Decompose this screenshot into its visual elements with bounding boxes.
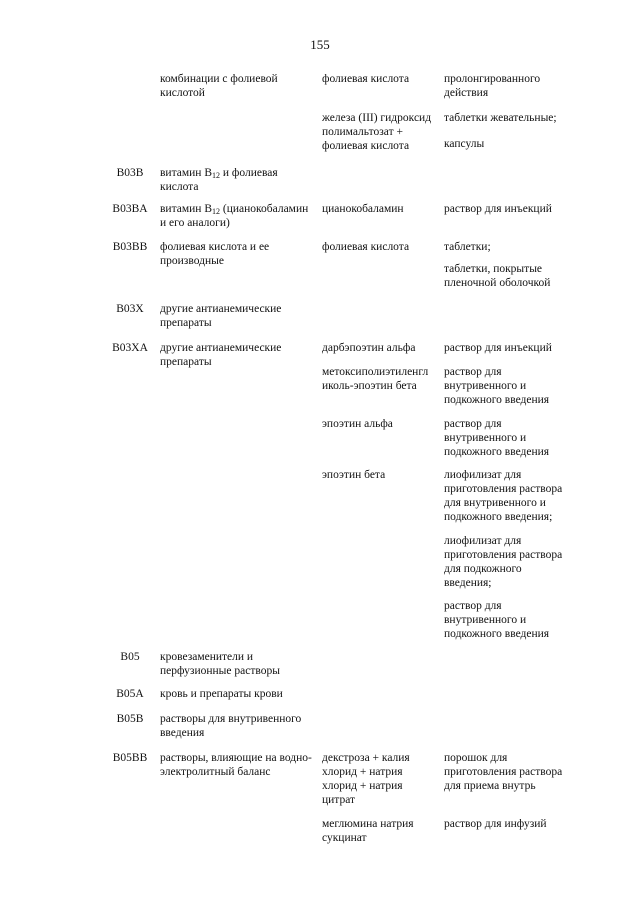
dosage-form-line: раствор для инъекций [444,342,552,354]
dosage-form-line: лиофилизат для [444,469,522,481]
group-name-line: и его аналоги) [160,217,230,229]
substance-name [322,468,385,482]
substance-line: фолиевая кислота [322,241,410,253]
group-name-line: растворы, влияющие на водно- [160,752,312,764]
atc-code: B03BB [112,241,148,253]
atc-code: B03XA [112,342,148,354]
dosage-form-line: внутривенного и [444,380,527,392]
dosage-form-line: таблетки; [444,241,491,253]
substance-line: цитрат [322,794,356,806]
substance-line: эпоэтин бета [322,469,386,481]
substance-name [322,817,414,845]
atc-code: B03B [116,167,144,179]
group-name [160,72,278,100]
dosage-form-line: приготовления раствора [444,766,563,778]
dosage-form-line: подкожного введения [444,628,550,640]
group-name-line: другие антианемические [160,342,282,354]
dosage-form-line: для приема внутрь [444,780,536,792]
dosage-form [444,365,549,407]
dosage-form [444,72,540,100]
atc-code: B05BB [112,752,148,764]
dosage-form-line: раствор для инфузий [444,818,547,830]
group-name-line: другие антианемические [160,303,282,315]
group-name [160,751,312,779]
group-name-line: препараты [160,317,212,329]
substance-line: фолиевая кислота [322,140,410,152]
dosage-form-line: порошок для [444,752,508,764]
substance-line: эпоэтин альфа [322,418,393,430]
group-name-line: кровь и препараты крови [160,688,283,700]
substance-line: сукцинат [322,832,367,844]
dosage-form-line: раствор для инъекций [444,203,552,215]
group-name [160,166,278,194]
dosage-form-line: капсулы [444,138,485,150]
dosage-form [444,599,549,641]
dosage-form [444,111,557,125]
group-name [160,202,308,230]
substance-line: хлорид + натрия [322,766,403,778]
dosage-form-line: лиофилизат для [444,535,522,547]
group-name-line: витамин $B_{12}$ и фолиевая [160,167,278,180]
group-name [160,302,281,330]
substance-line: меглюмина натрия [322,818,414,830]
group-name-line: кровезаменители и [160,651,254,663]
page-number: 155 [310,37,330,52]
dosage-form [444,534,562,590]
dosage-form-line: внутривенного и [444,432,527,444]
substance-name [322,417,393,431]
substance-line: полимальтозат + [322,126,403,138]
group-name-line: комбинации с фолиевой [160,73,278,85]
dosage-form-line: введения; [444,577,492,589]
dosage-form-line: раствор для [444,418,502,430]
dosage-form [444,468,562,524]
substance-name [322,365,428,393]
substance-name [322,72,409,86]
dosage-form [444,341,552,355]
dosage-form-line: пролонгированного [444,73,541,85]
substance-line: иколь-эпоэтин бета [322,380,417,392]
dosage-form-line: внутривенного и [444,614,527,626]
dosage-form-line: таблетки, покрытые [444,263,543,275]
substance-line: метоксиполиэтиленгл [322,366,429,378]
substance-name [322,751,410,807]
group-name-line: витамин $B_{12}$ (цианокобаламин [160,203,309,216]
dosage-form-line: пленочной оболочкой [444,277,551,289]
substance-name [322,341,415,355]
dosage-form-line: таблетки жевательные; [444,112,557,124]
substance-line: фолиевая кислота [322,73,410,85]
dosage-form-line: подкожного введения [444,446,550,458]
group-name [160,687,283,701]
group-name-line: растворы для внутривенного [160,713,302,725]
group-name-line: кислота [160,181,199,193]
dosage-form-line: приготовления раствора [444,549,563,561]
dosage-form-line: для внутривенного и [444,497,546,509]
dosage-form [444,202,552,216]
atc-code: B03BA [112,203,148,215]
dosage-form-line: приготовления раствора [444,483,563,495]
dosage-form [444,240,491,254]
group-name-line: кислотой [160,87,205,99]
dosage-form-line: для подкожного [444,563,522,575]
group-name-line: введения [160,727,205,739]
substance-name [322,240,409,254]
dosage-form-line: подкожного введения [444,394,550,406]
group-name-line: препараты [160,356,212,368]
dosage-form [444,751,562,793]
group-name [160,712,301,740]
group-name [160,650,280,678]
dosage-form [444,417,549,459]
group-name [160,240,269,268]
substance-line: железа (III) гидроксид [322,112,432,124]
group-name-line: электролитный баланс [160,766,271,778]
dosage-form [444,262,550,290]
substance-name [322,202,404,216]
substance-line: цианокобаламин [322,203,404,215]
substance-line: дарбэпоэтин альфа [322,342,416,354]
atc-code: B05B [116,713,144,725]
group-name-line: фолиевая кислота и ее [160,241,270,253]
group-name-line: перфузионные растворы [160,665,280,677]
dosage-form-line: подкожного введения; [444,511,553,523]
dosage-form-line: раствор для [444,366,502,378]
dosage-form-line: действия [444,87,489,99]
substance-line: декстроза + калия [322,752,410,764]
atc-code: B05 [120,651,140,663]
dosage-form [444,817,547,831]
atc-code: B03X [116,303,144,315]
substance-name [322,111,431,153]
dosage-form-line: раствор для [444,600,502,612]
group-name [160,341,281,369]
group-name-line: производные [160,255,224,267]
substance-line: хлорид + натрия [322,780,403,792]
dosage-form [444,137,484,151]
atc-code: B05A [116,688,144,700]
